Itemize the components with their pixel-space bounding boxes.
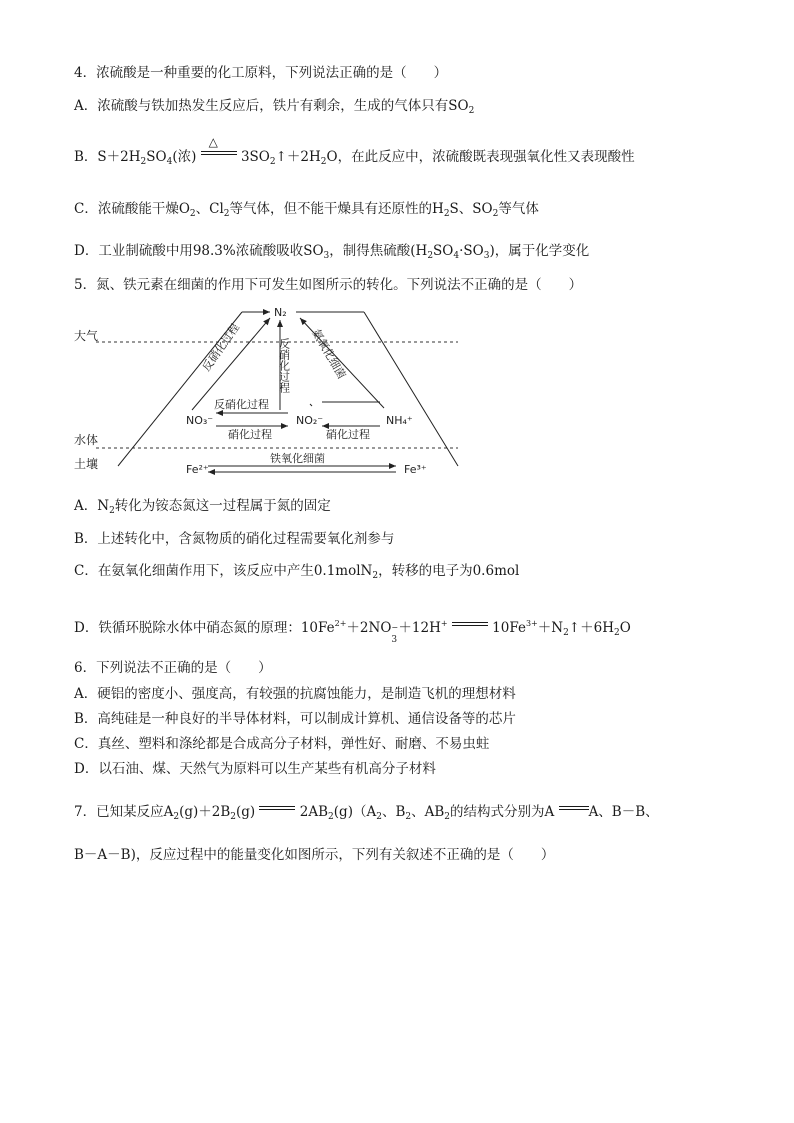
species-fe2: Fe²⁺ <box>186 463 209 476</box>
label-atmosphere: 大气 <box>74 329 99 343</box>
q4-option-a: A．浓硫酸与铁加热发生反应后，铁片有剩余，生成的气体只有$SO_2$ <box>74 98 475 116</box>
q6-option-d: D．以石油、煤、天然气为原料可以生产某些有机高分子材料 <box>74 761 436 777</box>
equilibrium-equals-sign <box>452 620 488 630</box>
double-bond-sign <box>559 804 589 814</box>
q7-stem-line1: 7．已知某反应$A_2(g)+2B_2(g)$ $2AB_2(g)(A_2$、$B_2$、$AB_2$的结构式分别为A A、B－B、 <box>74 804 659 822</box>
q4-option-c: C．浓硫酸能干燥$O_2$、$Cl_2$等气体，但不能干燥具有还原性的$H_2S$、$SO_2$等气体 <box>74 201 539 219</box>
q6-option-a: A．硬铝的密度小、强度高，有较强的抗腐蚀能力，是制造飞机的理想材料 <box>74 686 516 702</box>
equilibrium-equals-sign <box>259 804 295 814</box>
q5-stem: 5．氮、铁元素在细菌的作用下可发生如图所示的转化。下列说法不正确的是（ ） <box>74 277 583 293</box>
label-denitrify-mid: 反硝化过程 <box>277 338 291 393</box>
q5-option-c: C．在氨氧化细菌作用下，该反应中产生0.1molN$_2$，转移的电子为0.6mol <box>74 563 520 581</box>
q7-stem-line2: B－A－B)，反应过程中的能量变化如图所示，下列有关叙述不正确的是（ ） <box>74 847 555 863</box>
q6-option-c: C．真丝、塑料和涤纶都是合成高分子材料，弹性好、耐磨、不易虫蛀 <box>74 736 490 752</box>
q5-option-d: D．铁循环脱除水体中硝态氮的原理：$10Fe^{2+}+2NO$ − 3 ＋12H+ $10Fe^{3+}+N_2↑+6H_2O$ <box>74 619 631 645</box>
species-nh4: NH₄⁺ <box>386 414 413 427</box>
q6-stem: 6．下列说法不正确的是（ ） <box>74 660 272 676</box>
label-denitrify-h: 反硝化过程 <box>214 398 269 411</box>
q6-option-b: B．高纯硅是一种良好的半导体材料，可以制成计算机、通信设备等的芯片 <box>74 711 516 727</box>
species-fe3: Fe³⁺ <box>404 463 427 476</box>
species-n2: N₂ <box>274 306 287 319</box>
q4-option-b: B．$S+2H_2SO_4$(浓) △ $3SO_2↑+2H_2O$，在此反应中，浓硫酸既表现强氧化性又表现酸性 <box>74 135 635 167</box>
species-no3: NO₃⁻ <box>186 414 214 427</box>
nitrogen-iron-cycle-diagram <box>74 302 464 480</box>
label-nitrify-1: 硝化过程 <box>228 428 272 441</box>
label-nitrify-2: 硝化过程 <box>326 428 370 441</box>
label-water: 水体 <box>74 433 99 447</box>
label-denitrify-left: 反硝化过程 <box>199 321 243 374</box>
label-soil: 土壤 <box>74 457 99 471</box>
q5-option-a: A．$N_2$转化为铵态氮这一过程属于氮的固定 <box>74 498 331 516</box>
species-no2: NO₂⁻ <box>296 414 324 427</box>
q5-option-b: B．上述转化中，含氮物质的硝化过程需要氧化剂参与 <box>74 531 395 547</box>
label-iron-bacteria: 铁氧化细菌 <box>270 452 325 465</box>
q4-option-d: D．工业制硫酸中用98.3%浓硫酸吸收$SO_3$，制得焦硫酸$(H_2SO_4\cdot SO_3)$，属于化学变化 <box>74 243 590 261</box>
equilibrium-equals-sign: △ <box>201 149 237 159</box>
q4-stem: 4．浓硫酸是一种重要的化工原料，下列说法正确的是（ ） <box>74 65 448 81</box>
label-ammox: 氨氧化细菌 <box>309 327 349 382</box>
